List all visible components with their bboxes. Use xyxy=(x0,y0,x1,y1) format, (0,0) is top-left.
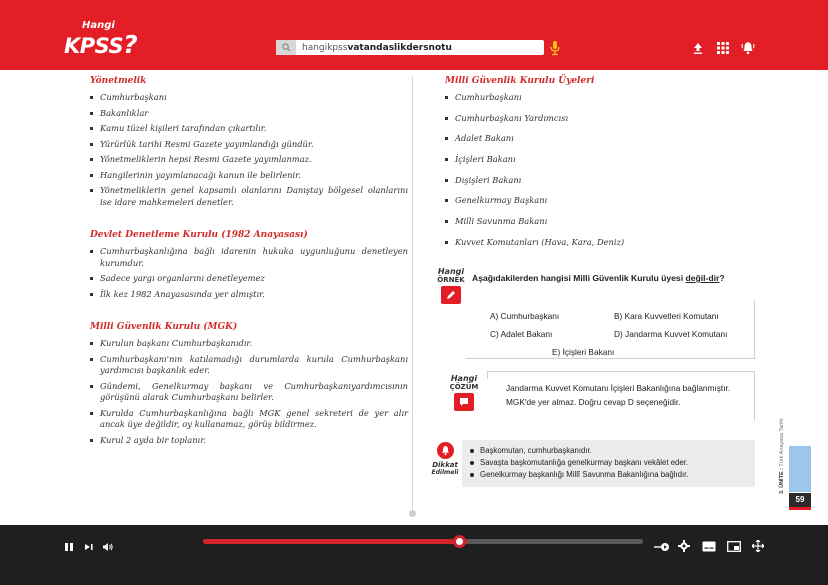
column-divider xyxy=(412,76,413,512)
fullscreen-icon[interactable] xyxy=(752,537,764,556)
list-item: Kuvvet Komutanları (Hava, Kara, Deniz) xyxy=(445,237,763,249)
yonetmelik-list xyxy=(90,92,408,208)
speech-bubble-icon[interactable] xyxy=(454,393,474,411)
option-e[interactable]: E) İçişleri Bakanı xyxy=(552,347,615,357)
list-item: Cumhurbaşkanı Yardımcısı xyxy=(445,113,763,125)
page-number: 59 xyxy=(789,493,811,507)
attention-box xyxy=(462,440,755,487)
progress-fill xyxy=(203,539,467,544)
section-title-mgk-members: Milli Güvenlik Kurulu Üyeleri xyxy=(445,76,595,86)
microphone-icon[interactable] xyxy=(548,40,562,56)
left-column xyxy=(90,76,408,450)
frame-line xyxy=(487,371,488,379)
list-item: Başkomutan, cumhurbaşkanıdır. xyxy=(470,445,747,457)
mgk-members-list xyxy=(445,92,763,248)
ddk-list xyxy=(90,246,408,300)
option-b[interactable]: B) Kara Kuvvetleri Komutanı xyxy=(614,311,719,321)
notification-bell-icon[interactable] xyxy=(740,40,756,56)
settings-gear-icon[interactable] xyxy=(678,537,690,556)
list-item: İçişleri Bakanı xyxy=(445,154,763,166)
list-item: Adalet Bakanı xyxy=(445,133,763,145)
frame-line xyxy=(466,358,756,359)
captions-icon[interactable] xyxy=(702,537,716,556)
list-item: Yürürlük tarihi Resmi Gazete yayımlandığı gündür. xyxy=(90,139,408,151)
list-item: Milli Savunma Bakanı xyxy=(445,216,763,228)
page-accent xyxy=(789,507,811,510)
attention-badge: Dikkat Edilmeli xyxy=(428,442,462,477)
list-item: Kurul 2 ayda bir toplanır. xyxy=(90,435,408,447)
list-item: Genelkurmay başkanlığı Millî Savunma Bakanlığına bağlıdır. xyxy=(470,469,747,481)
option-d[interactable]: D) Jandarma Kuvvet Komutanı xyxy=(614,329,728,339)
search-input[interactable]: hangikpssvatandaslikdersnotu xyxy=(302,42,452,53)
section-title-yonetmelik: Yönetmelik xyxy=(90,76,147,86)
skip-next-icon[interactable] xyxy=(84,537,94,556)
unit-label: 3. ÜNİTE : Türk Anayasa Tarihi xyxy=(779,418,785,494)
top-bar xyxy=(0,0,828,70)
frame-line xyxy=(754,300,755,358)
example-question: Aşağıdakilerden hangisi Milli Güvenlik Kurulu üyesi değil-dir? xyxy=(472,273,725,283)
search-icon[interactable] xyxy=(276,40,296,55)
alert-icon xyxy=(437,442,454,459)
list-item: Sadece yargı organlarını denetleyemez xyxy=(90,273,408,285)
list-item: Bakanlıklar xyxy=(90,108,408,120)
list-item: Cumhurbaşkanı'nın katılamadığı durumlarda kurula Cumhurbaşkanı yardımcısı başkanlık eder. xyxy=(90,354,408,377)
solution-text: Jandarma Kuvvet Komutanı İçişleri Bakanlığına bağlanmıştır. MGK'de yer almaz. Doğru cevap D seçeneğidir. xyxy=(506,383,731,407)
section-title-ddk: Devlet Denetleme Kurulu (1982 Anayasası) xyxy=(90,230,308,240)
list-item: Cumhurbaşkanı xyxy=(445,92,763,104)
list-item: İlk kez 1982 Anayasasında yer almıştır. xyxy=(90,289,408,301)
list-item: Savaşta başkomutanlığa genelkurmay başkanı vekâlet eder. xyxy=(470,457,747,469)
list-item: Kamu tüzel kişileri tarafından çıkartılır. xyxy=(90,123,408,135)
list-item: Hangilerinin yayımlanacağı kanun ile belirlenir. xyxy=(90,170,408,182)
mgk-list xyxy=(90,338,408,446)
list-item: Kurulda Cumhurbaşkanlığına bağlı MGK genel sekreteri de yer alır ancak üye değildir, oy kullanamaz, görüş bildirmez. xyxy=(90,408,408,431)
pause-icon[interactable] xyxy=(64,537,74,556)
right-column xyxy=(445,76,763,258)
list-item: Dışişleri Bakanı xyxy=(445,175,763,187)
progress-thumb[interactable] xyxy=(453,535,466,548)
logo[interactable]: Hangi KPSS? xyxy=(64,20,138,59)
example-badge: Hangi ÖRNEK xyxy=(433,268,469,304)
list-item: Cumhurbaşkanı xyxy=(90,92,408,104)
section-title-mgk: Milli Güvenlik Kurulu (MGK) xyxy=(90,322,238,332)
list-item: Kurulun başkanı Cumhurbaşkanıdır. xyxy=(90,338,408,350)
progress-track[interactable] xyxy=(203,539,643,544)
frame-line xyxy=(487,371,755,372)
list-item: Yönetmeliklerin hepsi Resmi Gazete yayımlanmaz. xyxy=(90,154,408,166)
upload-icon[interactable] xyxy=(690,40,706,56)
list-item: Gündemi, Genelkurmay başkanı ve Cumhurbaşkanıyardımcısının görüşünü alarak Cumhurbaşkanı belirler. xyxy=(90,381,408,404)
list-item: Genelkurmay Başkanı xyxy=(445,195,763,207)
volume-icon[interactable] xyxy=(102,537,114,556)
grid-menu-icon[interactable] xyxy=(715,40,731,56)
autoplay-toggle-icon[interactable] xyxy=(654,537,670,556)
unit-tab xyxy=(789,446,811,492)
pencil-icon[interactable] xyxy=(441,286,461,304)
option-a[interactable]: A) Cumhurbaşkanı xyxy=(490,311,560,321)
miniplayer-icon[interactable] xyxy=(727,537,741,556)
solution-badge: Hangi ÇÖZÜM xyxy=(446,375,482,411)
option-c[interactable]: C) Adalet Bakanı xyxy=(490,329,553,339)
search-bar[interactable] xyxy=(276,40,544,55)
divider-dot xyxy=(409,510,416,517)
list-item: Cumhurbaşkanlığına bağlı idarenin hukuka uygunluğunu denetleyen kurumdur. xyxy=(90,246,408,269)
list-item: Yönetmeliklerin genel kapsamlı olanlarını Danıştay bölgesel olanlarını ise idare mahkemeleri denetler. xyxy=(90,185,408,208)
